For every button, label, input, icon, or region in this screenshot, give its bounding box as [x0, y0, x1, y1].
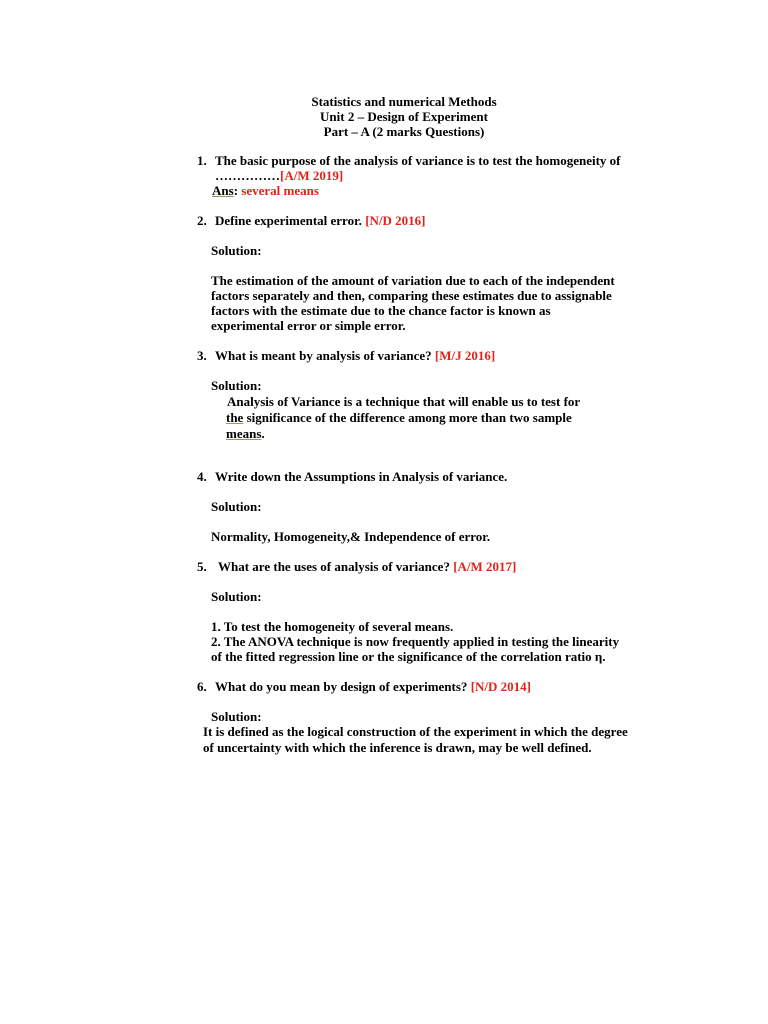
- question-3-text: What is meant by analysis of variance?: [215, 348, 432, 363]
- question-6-line: [215, 679, 531, 694]
- question-1-answer: [212, 183, 319, 198]
- question-4-text: Write down the Assumptions in Analysis of variance.: [215, 469, 508, 484]
- question-3-line: [215, 348, 495, 363]
- question-6-text: What do you mean by design of experiments?: [215, 679, 468, 694]
- solution-5-line: 1. To test the homogeneity of several means.: [211, 619, 454, 634]
- solution-3-line: [226, 410, 572, 425]
- answer-colon: :: [233, 183, 239, 198]
- solution-4-label: Solution:: [211, 499, 262, 514]
- question-1-number: 1.: [197, 153, 207, 168]
- question-4-number: 4.: [197, 469, 207, 484]
- solution-3-label: Solution:: [211, 378, 262, 393]
- solution-3-line-rest: .: [261, 426, 265, 441]
- unit-title: Unit 2 – Design of Experiment: [320, 109, 488, 124]
- solution-2-line: The estimation of the amount of variation due to each of the independent: [211, 273, 615, 288]
- solution-5-label: Solution:: [211, 589, 262, 604]
- question-1-blank: [215, 168, 343, 183]
- question-5-number: 5.: [197, 559, 207, 574]
- solution-5-line: of the fitted regression line or the significance of the correlation ratio η.: [211, 649, 606, 664]
- solution-2-line: factors with the estimate due to the chance factor is known as: [211, 303, 551, 318]
- question-1-dots: ……………: [215, 168, 280, 183]
- answer-label: Ans: [212, 183, 234, 198]
- solution-6-line: It is defined as the logical construction of the experiment in which the degree: [203, 724, 628, 739]
- question-1-exam-tag: [A/M 2019]: [280, 168, 344, 183]
- solution-6-label: Solution:: [211, 709, 262, 724]
- underlined-word: the: [226, 410, 244, 425]
- question-2-number: 2.: [197, 213, 207, 228]
- question-2-exam-tag: [N/D 2016]: [365, 213, 426, 228]
- solution-2-line: factors separately and then, comparing these estimates due to assignable: [211, 288, 612, 303]
- solution-6-line: of uncertainty with which the inference is drawn, may be well defined.: [203, 740, 592, 755]
- question-2-line: [215, 213, 425, 228]
- solution-3-line: [226, 426, 265, 441]
- question-5-text: What are the uses of analysis of variance?: [218, 559, 450, 574]
- document-title: Statistics and numerical Methods: [311, 94, 497, 109]
- question-6-exam-tag: [N/D 2014]: [470, 679, 531, 694]
- question-6-number: 6.: [197, 679, 207, 694]
- question-5-line: [218, 559, 516, 574]
- solution-3-line: Analysis of Variance is a technique that will enable us to test for: [227, 394, 581, 409]
- solution-3-line-rest: significance of the difference among more than two sample: [243, 410, 572, 425]
- question-5-exam-tag: [A/M 2017]: [453, 559, 517, 574]
- underlined-word: means: [226, 426, 262, 441]
- part-title: Part – A (2 marks Questions): [323, 124, 485, 139]
- question-1-text: The basic purpose of the analysis of variance is to test the homogeneity of: [215, 153, 621, 168]
- question-3-number: 3.: [197, 348, 207, 363]
- solution-2-line: experimental error or simple error.: [211, 318, 406, 333]
- solution-4-answer: Normality, Homogeneity,& Independence of error.: [211, 529, 491, 544]
- question-2-text: Define experimental error.: [215, 213, 362, 228]
- answer-value: several means: [241, 183, 319, 198]
- solution-2-label: Solution:: [211, 243, 262, 258]
- solution-5-line: 2. The ANOVA technique is now frequently applied in testing the linearity: [211, 634, 620, 649]
- question-3-exam-tag: [M/J 2016]: [434, 348, 496, 363]
